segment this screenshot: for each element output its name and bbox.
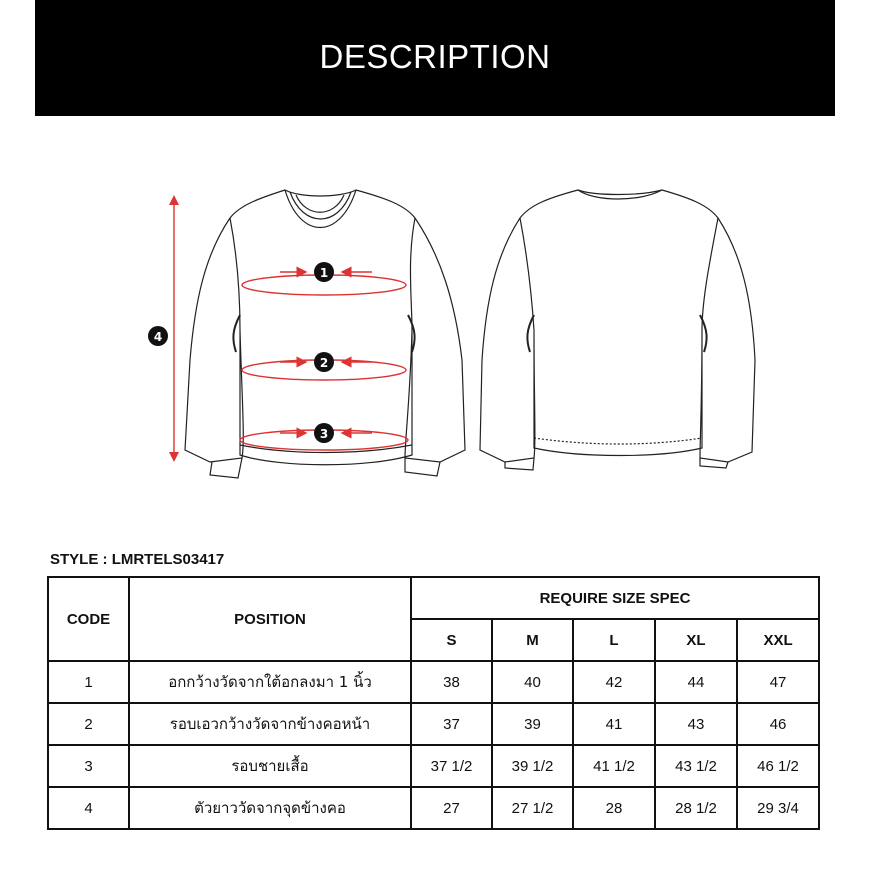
svg-text:4: 4 bbox=[153, 330, 163, 344]
row-value: 41 1/2 bbox=[573, 745, 655, 787]
marker-3 bbox=[314, 423, 334, 443]
row-code: 4 bbox=[48, 787, 129, 829]
size-header: S bbox=[411, 619, 492, 661]
row-value: 38 bbox=[411, 661, 492, 703]
size-header: XL bbox=[655, 619, 737, 661]
size-header: M bbox=[492, 619, 573, 661]
row-value: 27 bbox=[411, 787, 492, 829]
row-value: 46 bbox=[737, 703, 819, 745]
svg-text:1: 1 bbox=[319, 266, 329, 280]
row-value: 27 1/2 bbox=[492, 787, 573, 829]
row-value: 29 3/4 bbox=[737, 787, 819, 829]
row-value: 44 bbox=[655, 661, 737, 703]
table-row bbox=[48, 745, 819, 787]
svg-text:3: 3 bbox=[319, 427, 329, 441]
row-position: ตัวยาววัดจากจุดข้างคอ bbox=[129, 787, 411, 829]
style-label: STYLE : bbox=[50, 551, 108, 568]
style-code bbox=[50, 551, 224, 568]
row-value: 41 bbox=[573, 703, 655, 745]
row-value: 43 bbox=[655, 703, 737, 745]
row-value: 28 bbox=[573, 787, 655, 829]
table-row bbox=[48, 661, 819, 703]
row-code: 1 bbox=[48, 661, 129, 703]
row-value: 37 1/2 bbox=[411, 745, 492, 787]
table-row bbox=[48, 787, 819, 829]
svg-text:2: 2 bbox=[319, 356, 329, 370]
row-value: 39 bbox=[492, 703, 573, 745]
row-position: รอบชายเสื้อ bbox=[129, 745, 411, 787]
marker-4 bbox=[148, 326, 168, 346]
row-value: 37 bbox=[411, 703, 492, 745]
row-value: 28 1/2 bbox=[655, 787, 737, 829]
row-value: 43 1/2 bbox=[655, 745, 737, 787]
row-value: 46 1/2 bbox=[737, 745, 819, 787]
spec-header: REQUIRE SIZE SPEC bbox=[411, 577, 819, 619]
marker-2 bbox=[314, 352, 334, 372]
table-row bbox=[48, 703, 819, 745]
row-position: รอบเอวกว้างวัดจากข้างคอหน้า bbox=[129, 703, 411, 745]
page-title: DESCRIPTION bbox=[319, 38, 551, 75]
back-sweatshirt bbox=[480, 190, 755, 470]
row-value: 40 bbox=[492, 661, 573, 703]
table-header-row bbox=[48, 577, 819, 619]
style-value: LMRTELS03417 bbox=[111, 551, 225, 568]
row-value: 39 1/2 bbox=[492, 745, 573, 787]
row-position: อกกว้างวัดจากใต้อกลงมา 1 นิ้ว bbox=[129, 661, 411, 703]
code-header: CODE bbox=[48, 577, 129, 661]
size-header: L bbox=[573, 619, 655, 661]
size-header: XXL bbox=[737, 619, 819, 661]
marker-1 bbox=[314, 262, 334, 282]
position-header: POSITION bbox=[129, 577, 411, 661]
row-code: 2 bbox=[48, 703, 129, 745]
size-spec-table bbox=[47, 576, 820, 830]
row-value: 42 bbox=[573, 661, 655, 703]
row-code: 3 bbox=[48, 745, 129, 787]
row-value: 47 bbox=[737, 661, 819, 703]
